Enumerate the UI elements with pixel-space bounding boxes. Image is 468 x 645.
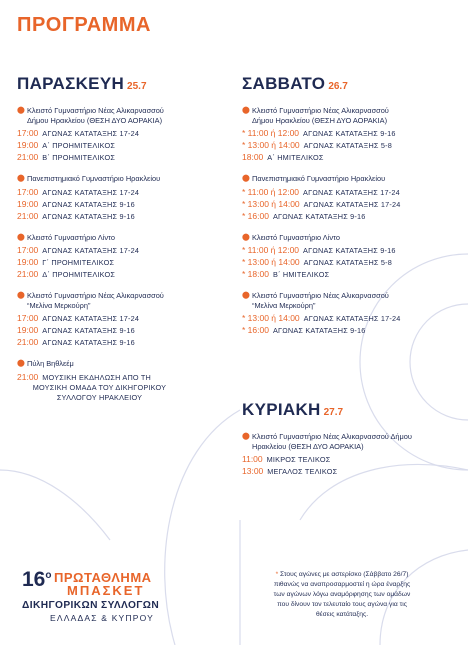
championship-logo [22, 568, 197, 628]
event-time: 21:00 [17, 371, 39, 382]
game-row [242, 151, 457, 163]
game-time: 19:00 [17, 198, 39, 209]
game-label: ΑΓΩΝΑΣ ΚΑΤΑΤΑΞΗΣ 9-16 [42, 199, 135, 209]
logo-ordinal: ο [45, 570, 52, 581]
page-title: ΠΡΟΓΡΑΜΜΑ [17, 14, 151, 36]
game-time: * 16:00 [242, 210, 269, 221]
footnote-line: πιθανώς να αναπροσαρμοστεί η ώρα έναρξης [273, 581, 411, 588]
game-label: ΑΓΩΝΑΣ ΚΑΤΑΤΑΞΗΣ 17-24 [42, 246, 140, 255]
game-label: ΑΓΩΝΑΣ ΚΑΤΑΤΑΞΗΣ 17-24 [42, 314, 140, 323]
game-label: Β΄ ΗΜΙΤΕΛΙΚΟΣ [272, 270, 330, 279]
game-row [242, 268, 457, 280]
game-row [242, 453, 457, 465]
venue-name: Κλειστό Γυμναστήριο Νέας Αλικαρνασσού “Μελίνα Μερκούρη” [252, 291, 389, 310]
venue-block [17, 291, 227, 348]
day-date: 25.7 [127, 81, 147, 92]
footnote-line: θέσεις κατάταξης. [315, 611, 369, 618]
game-time: * 11:00 ή 12:00 [242, 128, 300, 138]
game-time: 17:00 [17, 186, 39, 197]
location-pin-icon: ⬤ [242, 107, 250, 114]
game-label: ΑΓΩΝΑΣ ΚΑΤΑΤΑΞΗΣ 17-24 [303, 314, 401, 323]
venue-name: Κλειστό Γυμναστήριο Νέας Αλικαρνασσού Δήμου Ηρακλείου (ΘΕΣΗ ΔΥΟ ΑΟΡΑΚΙΑ) [27, 106, 164, 125]
game-row [17, 198, 227, 210]
game-label: ΑΓΩΝΑΣ ΚΑΤΑΤΑΞΗΣ 5-8 [303, 141, 392, 150]
event-row [17, 371, 227, 383]
day-date: 27.7 [323, 407, 344, 418]
game-time: 17:00 [17, 128, 39, 138]
game-row [242, 256, 457, 268]
venue-block [17, 106, 227, 163]
game-time: * 18:00 [242, 269, 269, 279]
logo-line: ΠΡΩΤΑΘΛΗΜΑ [54, 570, 152, 585]
game-row [17, 186, 227, 198]
game-label: ΑΓΩΝΑΣ ΚΑΤΑΤΑΞΗΣ 17-24 [303, 187, 400, 197]
game-time: * 13:00 ή 14:00 [242, 313, 300, 323]
logo-edition-number [22, 568, 51, 592]
game-row [242, 139, 457, 151]
day-sunday [242, 400, 457, 488]
day-saturday [242, 74, 457, 347]
game-row [17, 210, 227, 222]
game-label: Α΄ ΠΡΟΗΜΙΤΕΛΙΚΟΣ [42, 141, 116, 150]
game-time: * 13:00 ή 14:00 [242, 257, 300, 267]
game-row [17, 139, 227, 151]
game-time: * 16:00 [242, 325, 269, 335]
day-heading [242, 74, 457, 94]
game-label: ΑΓΩΝΑΣ ΚΑΤΑΤΑΞΗΣ 9-16 [42, 338, 135, 347]
venue-name: Κλειστό Γυμναστήριο Λίντο [252, 232, 340, 242]
game-time: 19:00 [17, 140, 39, 150]
venue-block [242, 432, 457, 477]
game-row [17, 256, 227, 268]
venue-block-event [17, 359, 227, 403]
day-heading [17, 74, 227, 94]
venue-block [17, 233, 227, 281]
venue-name: Κλειστό Γυμναστήριο Νέας Αλικαρνασσού Δήμου Ηρακλείου (ΘΕΣΗ ΔΥΟ ΑΟΡΑΚΙΑ) [252, 106, 389, 125]
location-pin-icon: ⬤ [17, 233, 25, 241]
game-row [17, 324, 227, 336]
game-time: 18:00 [242, 152, 264, 162]
day-date: 26.7 [328, 81, 348, 92]
venue-block [242, 174, 457, 222]
game-label: ΑΓΩΝΑΣ ΚΑΤΑΤΑΞΗΣ 9-16 [303, 129, 396, 138]
game-time: 19:00 [17, 257, 39, 267]
venue-name: Πανεπιστημιακό Γυμναστήριο Ηρακλείου [252, 174, 386, 183]
game-label: ΑΓΩΝΑΣ ΚΑΤΑΤΑΞΗΣ 9-16 [272, 326, 366, 335]
venue-name: Πανεπιστημιακό Γυμναστήριο Ηρακλείου [27, 174, 161, 183]
game-row [242, 186, 457, 198]
game-time: * 11:00 ή 12:00 [242, 245, 300, 255]
game-time: 13:00 [242, 466, 264, 476]
day-name: ΚΥΡΙΑΚΗ [242, 400, 321, 419]
game-label: ΜΙΚΡΟΣ ΤΕΛΙΚΟΣ [266, 455, 331, 464]
game-label: ΑΓΩΝΑΣ ΚΑΤΑΤΑΞΗΣ 9-16 [272, 211, 366, 221]
game-row [242, 127, 457, 139]
game-time: 21:00 [17, 210, 39, 221]
footnote-line [242, 570, 442, 580]
game-label: ΑΓΩΝΑΣ ΚΑΤΑΤΑΞΗΣ 17-24 [303, 199, 401, 209]
day-friday [17, 74, 227, 414]
game-label: ΑΓΩΝΑΣ ΚΑΤΑΤΑΞΗΣ 5-8 [303, 258, 392, 267]
venue-block [17, 174, 227, 222]
game-label: Γ΄ ΠΡΟΗΜΙΤΕΛΙΚΟΣ [42, 258, 115, 267]
game-time: 21:00 [17, 152, 39, 162]
event-line: ΣΥΛΛΟΓΟΥ ΗΡΑΚΛΕΙΟΥ [56, 392, 143, 402]
location-pin-icon: ⬤ [242, 292, 250, 299]
game-row [17, 127, 227, 139]
game-label: ΑΓΩΝΑΣ ΚΑΤΑΤΑΞΗΣ 17-24 [42, 187, 140, 197]
game-label: Β΄ ΠΡΟΗΜΙΤΕΛΙΚΟΣ [42, 153, 116, 162]
day-heading [242, 400, 457, 420]
logo-line: ΔΙΚΗΓΟΡΙΚΩΝ ΣΥΛΛΟΓΩΝ [22, 600, 160, 611]
location-pin-icon: ⬤ [17, 360, 25, 367]
game-time: 21:00 [17, 269, 39, 279]
game-row [17, 268, 227, 280]
footnote-line: των αγώνων λόγω αναμόρφησης των ομάδων [273, 591, 411, 598]
game-label: Α΄ ΗΜΙΤΕΛΙΚΟΣ [267, 153, 324, 162]
game-label: ΑΓΩΝΑΣ ΚΑΤΑΤΑΞΗΣ 9-16 [303, 246, 396, 255]
venue-block [242, 106, 457, 163]
location-pin-icon: ⬤ [17, 292, 25, 299]
event-line: ΜΟΥΣΙΚΗ ΟΜΑΔΑ ΤΟΥ ΔΙΚΗΓΟΡΙΚΟΥ [32, 382, 167, 392]
game-row [242, 324, 457, 336]
game-row [17, 244, 227, 256]
asterisk-footnote [242, 570, 442, 620]
game-row [17, 312, 227, 324]
venue-name: Πύλη Βηθλεέμ [27, 359, 74, 368]
footnote-text: Στους αγώνες με αστερίσκο (Σάββατο 26/7) [280, 571, 409, 578]
game-label: ΑΓΩΝΑΣ ΚΑΤΑΤΑΞΗΣ 9-16 [42, 211, 135, 221]
venue-name: Κλειστό Γυμναστήριο Νέας Αλικαρνασσού Δήμου Ηρακλείου (ΘΕΣΗ ΔΥΟ ΑΟΡΑΚΙΑ) [252, 432, 412, 451]
game-label: ΑΓΩΝΑΣ ΚΑΤΑΤΑΞΗΣ 9-16 [42, 326, 135, 335]
venue-block [242, 291, 457, 336]
game-row [242, 312, 457, 324]
location-pin-icon: ⬤ [17, 175, 25, 182]
location-pin-icon: ⬤ [242, 233, 250, 241]
venue-block [242, 233, 457, 281]
logo-line: ΜΠΑΣΚΕΤ [67, 583, 145, 598]
game-time: 19:00 [17, 325, 39, 335]
game-row [242, 210, 457, 222]
location-pin-icon: ⬤ [242, 175, 250, 182]
game-label: Δ΄ ΠΡΟΗΜΙΤΕΛΙΚΟΣ [42, 270, 116, 279]
game-time: 17:00 [17, 245, 39, 255]
game-time: * 13:00 ή 14:00 [242, 198, 300, 209]
day-name: ΣΑΒΒΑΤΟ [242, 74, 326, 93]
game-time: * 13:00 ή 14:00 [242, 140, 300, 150]
venue-name: Κλειστό Γυμναστήριο Λίντο [27, 232, 115, 242]
game-time: 17:00 [17, 313, 39, 323]
event-line: ΜΟΥΣΙΚΗ ΕΚΔΗΛΩΣΗ ΑΠΟ ΤΗ [42, 372, 152, 382]
game-row [242, 465, 457, 477]
logo-line: ΕΛΛΑΔΑΣ & ΚΥΠΡΟΥ [50, 613, 155, 623]
game-label: ΑΓΩΝΑΣ ΚΑΤΑΤΑΞΗΣ 17-24 [42, 129, 140, 138]
logo-number: 16 [22, 568, 46, 591]
game-row [242, 244, 457, 256]
day-name: ΠΑΡΑΣΚΕΥΗ [17, 74, 125, 93]
game-row [17, 336, 227, 348]
venue-name: Κλειστό Γυμναστήριο Νέας Αλικαρνασσού “Μελίνα Μερκούρη” [27, 291, 164, 310]
game-row [242, 198, 457, 210]
game-time: 21:00 [17, 337, 39, 347]
game-time: 11:00 [242, 454, 263, 464]
location-pin-icon: ⬤ [17, 107, 25, 114]
asterisk-icon: * [275, 571, 279, 578]
game-row [17, 151, 227, 163]
footnote-line: που δίνουν τον τελευταίο τους αγώνα για τις [277, 601, 407, 608]
game-time: * 11:00 ή 12:00 [242, 186, 300, 197]
game-label: ΜΕΓΑΛΟΣ ΤΕΛΙΚΟΣ [267, 467, 338, 476]
location-pin-icon: ⬤ [242, 433, 250, 440]
